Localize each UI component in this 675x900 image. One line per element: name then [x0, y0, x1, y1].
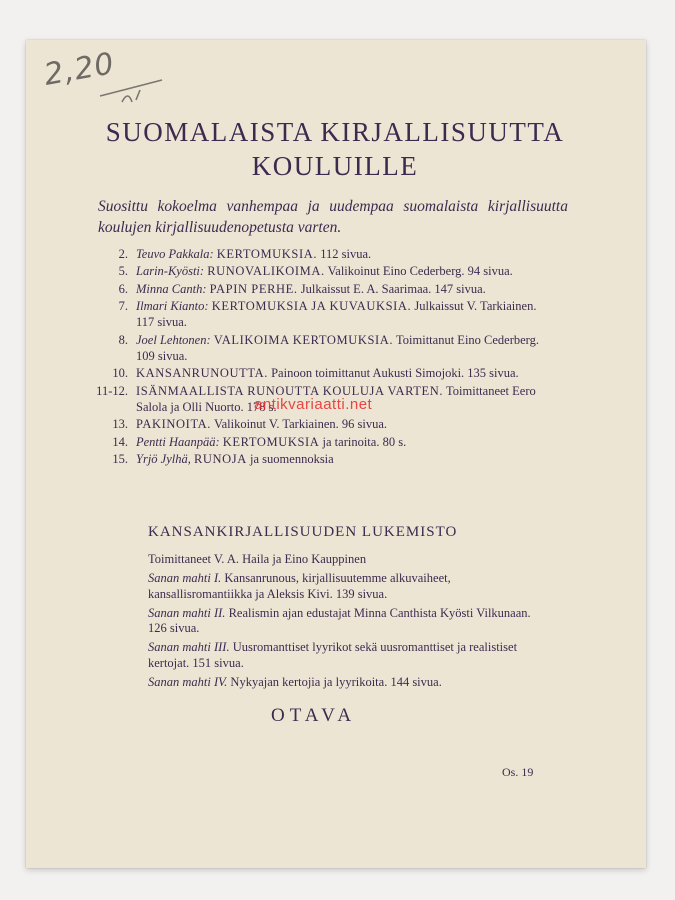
catalog-code: Os. 19: [502, 765, 534, 779]
entry-details: 112 sivua.: [320, 247, 372, 261]
entry-work: KERTOMUKSIA.: [216, 247, 318, 261]
section-item-text: Nykyajan kertojia ja lyyrikoita. 144 sivua.: [230, 674, 442, 689]
entry-work: KERTOMUKSIA: [222, 434, 320, 449]
entry-work: RUNOJA: [193, 452, 247, 467]
section-item-title: Sanan mahti II.: [148, 605, 226, 620]
section-editors: Toimittaneet V. A. Haila ja Eino Kauppinen: [148, 552, 367, 566]
entry-author: Yrjö Jylhä,: [136, 452, 191, 467]
entry-author: Teuvo Pakkala:: [136, 247, 214, 261]
section-item-text: Kansanrunous, kirjallisuutemme alkuvaiheet, kansallisromantiikka ja Aleksis Kivi. 139 sivua.: [148, 571, 451, 601]
entry-text: [136, 246, 550, 262]
entry-details: Valikoinut V. Tarkiainen. 96 sivua.: [213, 417, 388, 432]
list-item: [96, 434, 550, 450]
section-list: [148, 552, 546, 694]
entry-number: 2.: [118, 247, 128, 261]
section-item-title: Sanan mahti III.: [148, 640, 230, 654]
section-item: [148, 571, 546, 602]
entry-number: 5.: [118, 264, 128, 279]
entry-work: PAPIN PERHE.: [209, 281, 298, 296]
watermark: antikvariaatti.net: [254, 396, 373, 413]
title-line-1: SUOMALAISTA KIRJALLISUUTTA: [105, 117, 565, 147]
entry-number: 11-12.: [96, 383, 128, 398]
page-title: [100, 115, 570, 183]
entry-work: KANSANRUNOUTTA.: [136, 366, 268, 381]
section-item: [148, 675, 546, 691]
entry-text: [136, 332, 550, 364]
entry-work: PAKINOITA.: [136, 417, 212, 432]
entry-text: [136, 263, 550, 279]
entry-author: Ilmari Kianto:: [136, 299, 209, 314]
entry-author: Joel Lehtonen:: [136, 332, 211, 347]
entry-number: 15.: [112, 452, 128, 467]
publisher-name: OTAVA: [271, 705, 357, 726]
section-item: [148, 606, 546, 637]
list-item: [96, 451, 550, 467]
list-item: [96, 332, 550, 364]
list-item: [96, 246, 550, 262]
entry-number: 7.: [118, 299, 128, 314]
list-item: [96, 416, 550, 432]
section-item-title: Sanan mahti I.: [148, 571, 222, 585]
entry-author: Pentti Haanpää:: [136, 434, 220, 449]
list-item: [96, 263, 550, 279]
entry-work: ISÄNMAALLISTA RUNOUTTA KOULUJA VARTEN.: [136, 383, 444, 398]
entry-author: Minna Canth:: [136, 281, 207, 296]
book-list: [96, 246, 550, 469]
section-heading: KANSANKIRJALLISUUDEN LUKEMISTO: [148, 524, 458, 540]
entry-details: Painoon toimittanut Aukusti Simojoki. 135 sivua.: [271, 366, 519, 381]
entry-details: ja suomennoksia: [250, 452, 334, 467]
section-item: [148, 640, 546, 671]
entry-text: [136, 416, 550, 432]
entry-number: 13.: [112, 417, 128, 432]
entry-details: Julkaissut E. A. Saarimaa. 147 sivua.: [300, 281, 486, 296]
entry-details: Valikoinut Eino Cederberg. 94 sivua.: [327, 264, 513, 279]
entry-number: 10.: [112, 366, 128, 381]
section-item-text: Realismin ajan edustajat Minna Canthista Kyösti Vilkunaan. 126 sivua.: [148, 605, 531, 635]
entry-text: [136, 434, 550, 450]
section-item-text: Uusromanttiset lyyrikot sekä uusromanttiset ja realistiset kertojat. 151 sivua.: [148, 640, 518, 670]
handwritten-scribble: [96, 72, 168, 112]
entry-text: [136, 298, 550, 330]
entry-details: Toimittaneet Eero Salola ja Olli Nuorto. 178 s.: [136, 383, 536, 414]
entry-details: ja tarinoita. 80 s.: [322, 434, 407, 449]
list-item: [96, 365, 550, 381]
entry-text: [136, 281, 550, 297]
entry-work: RUNOVALIKOIMA.: [207, 264, 325, 279]
list-item: [96, 281, 550, 297]
entry-number: 8.: [118, 332, 128, 347]
entry-text: [136, 365, 550, 381]
entry-number: 6.: [118, 281, 128, 296]
entry-work: VALIKOIMA KERTOMUKSIA.: [213, 332, 394, 347]
entry-work: KERTOMUKSIA JA KUVAUKSIA.: [211, 299, 412, 314]
entry-number: 14.: [112, 434, 128, 449]
handwritten-price: 2,20: [41, 46, 118, 93]
entry-details: Julkaissut V. Tarkiainen. 117 sivua.: [136, 299, 537, 330]
title-line-2: KOULUILLE: [251, 151, 419, 181]
entry-details: Toimittanut Eino Cederberg. 109 sivua.: [136, 332, 539, 363]
entry-author: Larin-Kyösti:: [136, 264, 205, 279]
intro-text: Suosittu kokoelma vanhempaa ja uudempaa suomalaista kirjallisuutta koulujen kirjallisuudenopetusta varten.: [98, 198, 568, 236]
list-item: [96, 298, 550, 330]
section-item-title: Sanan mahti IV.: [148, 674, 228, 689]
entry-text: [136, 451, 550, 467]
